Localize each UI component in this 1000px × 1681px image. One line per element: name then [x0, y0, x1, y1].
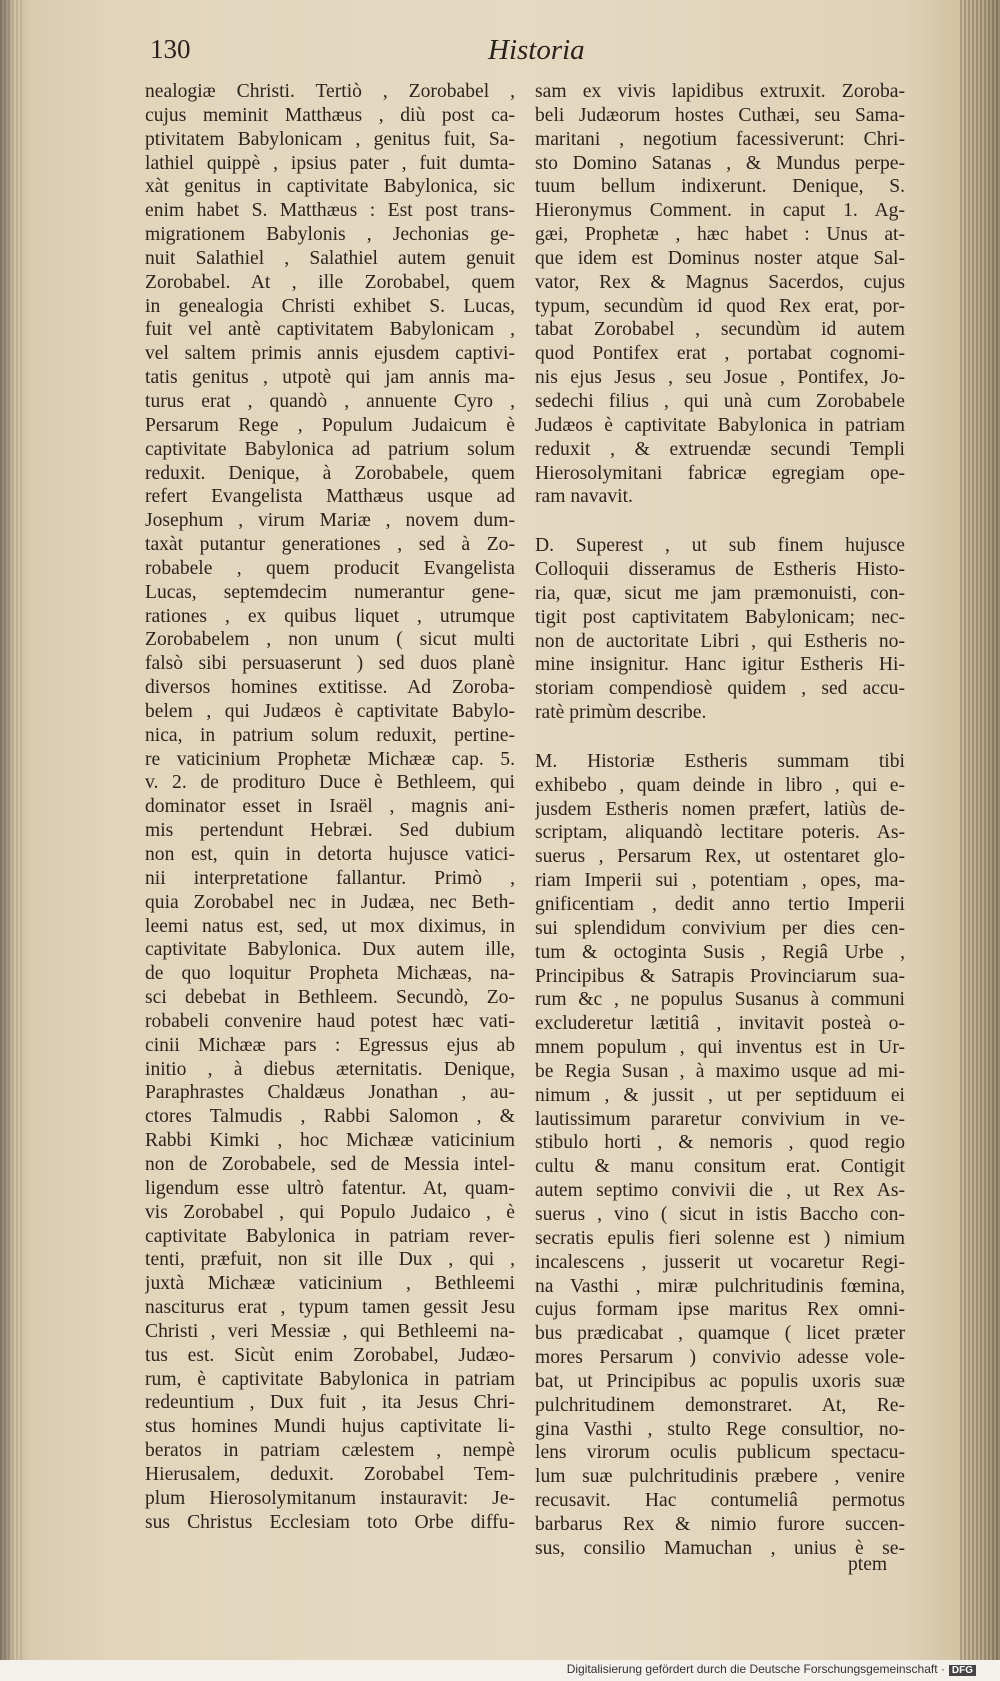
- text-line: M. Historiæ Estheris summam tibi: [535, 750, 905, 772]
- text-line: quia Zorobabel nec in Judæa, nec Beth-: [145, 891, 515, 913]
- text-line: migrationem Babylonis , Jechonias ge-: [145, 224, 515, 246]
- text-line: Paraphrastes Chaldæus Jonathan , au-: [145, 1082, 515, 1104]
- text-line: be Regia Susan , à maximo usque ad mi-: [535, 1060, 905, 1082]
- text-line: captivitate Babylonica ad patrium solum: [145, 438, 515, 460]
- text-line: ria, quæ, sicut me jam præmonuisti, con-: [535, 582, 905, 604]
- text-line: Colloquii disseramus de Estheris Histo-: [535, 559, 905, 581]
- page-edge-left: [0, 0, 22, 1660]
- text-line: pulchritudinem demonstraret. At, Re-: [535, 1394, 905, 1416]
- text-line: Hierosolymitani fabricæ egregiam ope-: [535, 462, 905, 484]
- text-line: typum, secundùm id quod Rex erat, por-: [535, 295, 905, 317]
- text-line: mine insignitur. Hanc igitur Estheris Hi-: [535, 654, 905, 676]
- text-line: tus est. Sicùt enim Zorobabel, Judæo-: [145, 1344, 515, 1366]
- text-line: initio , à diebus æternitatis. Denique,: [145, 1058, 515, 1080]
- text-line: refert Evangelista Matthæus usque ad: [145, 486, 515, 508]
- text-line: lum suæ pulchritudinis præbere , venire: [535, 1466, 905, 1488]
- text-line: nimum , & jussit , ut per septiduum ei: [535, 1084, 905, 1106]
- text-line: non est, quin in detorta hujusce vatici-: [145, 844, 515, 865]
- text-line: robabeli convenire haud potest hæc vati-: [145, 1010, 515, 1032]
- text-line: rum &c , ne populus Susanus à communi: [535, 989, 905, 1011]
- text-line: mis pertendunt Hebræi. Sed dubium: [145, 820, 515, 842]
- text-line: Zorobabelem , non unum ( sicut multi: [145, 629, 515, 651]
- text-line: enim habet S. Matthæus : Est post trans-: [145, 200, 515, 222]
- text-line: nica, in patrium solum reduxit, pertine-: [145, 724, 515, 746]
- footer-bar: [0, 1660, 1000, 1681]
- text-line: suerus , Persarum Rex, ut ostentaret glo-: [535, 846, 905, 868]
- text-line: tatis genitus , utpotè qui jam annis ma-: [145, 367, 515, 389]
- text-line: ptivitatem Babylonicam , genitus fuit, Sa-: [145, 128, 515, 150]
- text-line: beratos in patriam cælestem , nempè: [145, 1440, 515, 1462]
- text-line: suerus , vino ( sicut in istis Baccho con-: [535, 1203, 905, 1225]
- text-line: nealogiæ Christi. Tertiò , Zorobabel ,: [145, 81, 515, 102]
- text-line: fuit vel antè captivitatem Babylonicam ,: [145, 319, 515, 341]
- text-line: riam Imperii sui , potentiam , opes, ma-: [535, 870, 905, 892]
- text-line: ram navavit.: [535, 486, 633, 508]
- page-number: 130: [150, 34, 191, 64]
- footer-credit: [567, 1662, 976, 1676]
- text-line: quod Pontifex erat , portabat cognomi-: [535, 343, 905, 365]
- text-line: Josephum , virum Mariæ , novem dum-: [145, 510, 515, 532]
- text-line: autem septimo convivii die , ut Rex As-: [535, 1180, 905, 1202]
- paragraph-gap: [535, 725, 905, 750]
- text-line: lathiel quippè , ipsius pater , fuit dumta-: [145, 152, 515, 174]
- text-line: ligendum esse ultrò fatentur. At, quam-: [145, 1177, 515, 1199]
- text-line: D. Superest , ut sub finem hujusce: [535, 535, 905, 557]
- footer-credit-text: Digitalisierung gefördert durch die Deutsche Forschungsgemeinschaft ·: [566, 1662, 945, 1676]
- text-line: xàt genitus in captivitate Babylonica, sic: [145, 176, 515, 198]
- text-line: reduxit , & extruendæ secundi Templi: [535, 438, 905, 460]
- text-line: redeuntium , Dux fuit , ita Jesus Chri-: [145, 1392, 515, 1414]
- text-line: lens virorum oculis publicum spectacu-: [535, 1442, 905, 1464]
- catchword: ptem: [848, 1554, 888, 1575]
- text-line: lautissimum pararetur convivium in ve-: [535, 1108, 905, 1130]
- text-line: ratè primùm describe.: [535, 702, 707, 724]
- text-line: storiam compendiosè quidem , sed accu-: [535, 678, 905, 700]
- text-line: bus prædicabat , quamque ( licet præter: [535, 1323, 905, 1345]
- text-line: exhibebo , quam deinde in libro , qui e-: [535, 774, 905, 796]
- paragraph-gap: [535, 509, 905, 534]
- text-line: sto Domino Satanas , & Mundus perpe-: [535, 152, 905, 174]
- text-line: tigit post captivitatem Babylonicam; nec-: [535, 606, 905, 628]
- text-line: Rabbi Kimki , hoc Michææ vaticinium: [145, 1130, 515, 1152]
- text-line: tuum bellum indixerunt. Denique, S.: [535, 176, 905, 198]
- text-line: mores Persarum ) convivio adesse vole-: [535, 1347, 905, 1369]
- text-line: non de auctoritate Libri , qui Estheris no-: [535, 630, 905, 652]
- text-line: jusdem Estheris nomen præfert, latiùs de-: [535, 798, 905, 820]
- text-line: captivitate Babylonica in patriam rever-: [145, 1225, 515, 1247]
- text-line: v. 2. de proditurо Duce è Bethleem, qui: [145, 772, 515, 794]
- running-title: Historia: [488, 34, 585, 66]
- text-line: vel saltem primis annis ejusdem captivi-: [145, 343, 515, 365]
- text-line: dominator esset in Israël , magnis ani-: [145, 796, 515, 818]
- text-line: tum & octoginta Susis , Regiâ Urbe ,: [535, 941, 905, 963]
- text-line: nasciturus erat , typum tamen gessit Jesu: [145, 1297, 515, 1319]
- text-line: stibulo horti , & nemoris , quod regio: [535, 1132, 905, 1154]
- text-line: taxàt putantur generationes , sed à Zo-: [145, 534, 515, 556]
- left-text-column: [145, 80, 515, 1534]
- text-line: beli Judæorum hostes Cuthæi, seu Sama-: [535, 104, 905, 126]
- text-line: gæi, Prophetæ , hæc habet : Unus at-: [535, 224, 905, 246]
- text-line: Principibus & Satrapis Provinciarum sua-: [535, 965, 905, 987]
- text-line: nis ejus Jesus , seu Josue , Pontifex, Jo-: [535, 367, 905, 389]
- text-line: gnificentiam , dedit anno tertio Imperii: [535, 894, 905, 915]
- text-line: nuit Salathiel , Salathiel autem genuit: [145, 247, 515, 269]
- text-line: scriptam, aliquandò lectitare poteris. As-: [535, 822, 905, 844]
- text-line: diversos homines extitisse. Ad Zoroba-: [145, 677, 515, 699]
- text-line: que idem est Dominus noster atque Sal-: [535, 247, 905, 269]
- text-line: Christi , veri Messiæ , qui Bethleemi na-: [145, 1320, 515, 1342]
- text-line: vis Zorobabel , qui Populo Judaico , è: [145, 1201, 515, 1223]
- text-line: stus homines Mundi hujus captivitate li-: [145, 1416, 515, 1438]
- text-line: re vaticinium Prophetæ Michææ cap. 5.: [145, 748, 515, 770]
- text-line: secratis epulis fieri solenne est ) nimium: [535, 1227, 905, 1249]
- text-line: rationes , ex quibus liquet , utrumque: [145, 605, 515, 627]
- text-line: Hieronymus Comment. in caput 1. Ag-: [535, 200, 905, 222]
- text-line: de quo loquitur Propheta Michæas, na-: [145, 963, 515, 985]
- text-line: na Vasthi , miræ pulchritudinis fœmina,: [535, 1275, 905, 1297]
- text-line: Hierusalem, deduxit. Zorobabel Tem-: [145, 1463, 515, 1485]
- text-line: mnem populum , qui inventus est in Ur-: [535, 1037, 905, 1059]
- text-line: tabat Zorobabel , secundùm id autem: [535, 319, 905, 341]
- text-line: recusavit. Hac contumeliâ permotus: [535, 1490, 905, 1512]
- text-line: Lucas, septemdecim numerantur gene-: [145, 581, 515, 603]
- text-line: reduxit. Denique, à Zorobabele, quem: [145, 462, 515, 484]
- text-line: robabele , quem producit Evangelista: [145, 557, 515, 579]
- text-line: gina Vasthi , stulto Rege consultior, no-: [535, 1418, 905, 1440]
- text-line: sam ex vivis lapidibus extruxit. Zoroba-: [535, 81, 905, 102]
- page-edge-right: [960, 0, 1000, 1660]
- text-line: tenti, præfuit, non sit ille Dux , qui ,: [145, 1249, 515, 1271]
- text-line: barbarus Rex & nimio furore succen-: [535, 1513, 905, 1535]
- text-line: Zorobabel. At , ille Zorobabel, quem: [145, 271, 515, 293]
- text-line: maritani , negotium facessiverunt: Chri-: [535, 128, 905, 150]
- text-line: leemi natus est, sed, ut mox diximus, in: [145, 915, 515, 937]
- text-line: ctores Talmudis , Rabbi Salomon , &: [145, 1106, 515, 1128]
- text-line: bat, ut Principibus ac populis uxoris suæ: [535, 1370, 905, 1392]
- text-line: sci debebat in Bethleem. Secundò, Zo-: [145, 987, 515, 1009]
- dfg-logo-icon: DFG: [949, 1665, 976, 1676]
- text-line: incalescens , jusserit ut vocaretur Regi-: [535, 1251, 905, 1273]
- text-line: rum, è captivitate Babylonica in patriam: [145, 1368, 515, 1390]
- text-line: vator, Rex & Magnus Sacerdos, cujus: [535, 271, 905, 293]
- text-line: non de Zorobabele, sed de Messia intel-: [145, 1153, 515, 1175]
- text-line: cujus meminit Matthæus , diù post ca-: [145, 104, 515, 126]
- text-line: Judæos è captivitate Babylonica in patriam: [535, 414, 905, 436]
- text-line: turus erat , quandò , annuente Cyro ,: [145, 390, 515, 412]
- text-line: sus Christus Ecclesiam toto Orbe diffu-: [145, 1511, 515, 1533]
- text-line: Persarum Rege , Populum Judaicum è: [145, 414, 515, 436]
- text-line: cinii Michææ pars : Egressus ejus ab: [145, 1034, 515, 1056]
- text-line: juxtà Michææ vaticinium , Bethleemi: [145, 1273, 515, 1295]
- text-line: in genealogia Christi exhibet S. Lucas,: [145, 295, 515, 317]
- text-line: sedechi filius , qui unà cum Zorobabele: [535, 390, 905, 412]
- text-line: captivitate Babylonica. Dux autem ille,: [145, 939, 515, 961]
- text-line: falsò sibi persuaserunt ) sed duos planè: [145, 653, 515, 675]
- text-line: cujus formam ipse maritus Rex omni-: [535, 1299, 905, 1321]
- text-line: belem , qui Judæos è captivitate Babylo-: [145, 700, 515, 722]
- text-line: sus, consilio Mamuchan , unius è se-: [535, 1537, 905, 1559]
- text-line: plum Hierosolymitanum instauravit: Je-: [145, 1487, 515, 1509]
- text-line: sui splendidum convivium per dies cen-: [535, 917, 905, 939]
- text-line: nii interpretatione fallantur. Primò ,: [145, 867, 515, 889]
- text-line: excluderetur lætitiâ , invitavit posteà o-: [535, 1013, 905, 1035]
- page-header: [150, 34, 585, 74]
- text-line: cultu & manu consitum erat. Contigit: [535, 1156, 905, 1178]
- right-text-column: [535, 80, 905, 1561]
